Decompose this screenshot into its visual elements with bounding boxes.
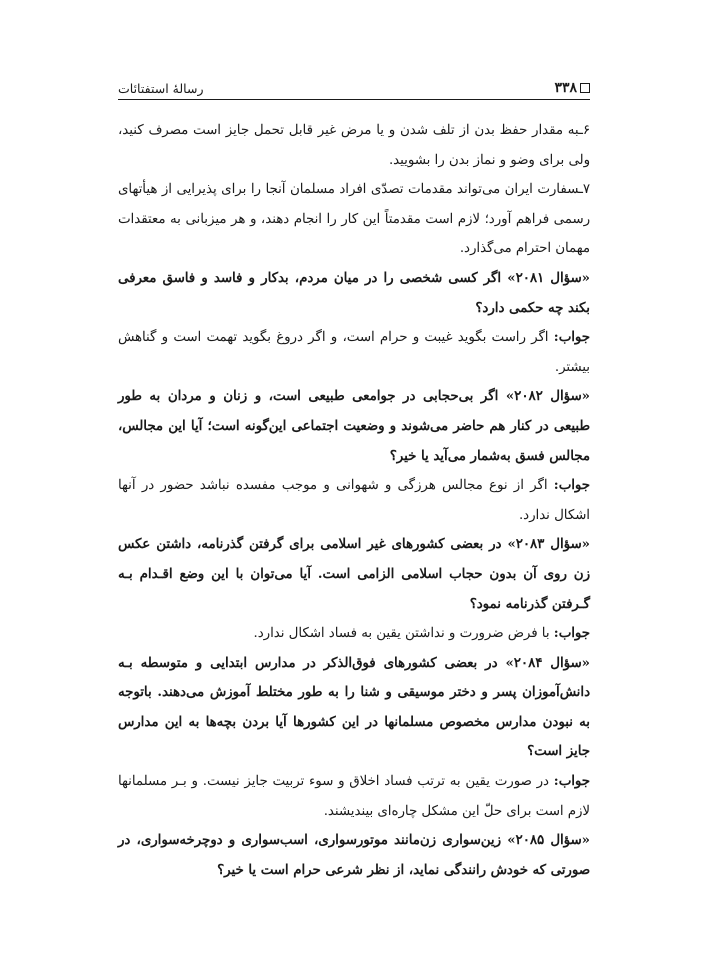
answer-2081 (118, 323, 590, 382)
question-2082 (118, 382, 590, 471)
page-header (118, 72, 590, 96)
question-label: «سؤال ۲۰۸۱» (507, 270, 590, 286)
answer-2082 (118, 471, 590, 530)
paragraph-item6: ۶ـبه مقدار حفظ بدن از تلف شدن و یا مرض غیر قابل تحمل جایز است مصرف کنید، ولی برای وضو و نماز بدن را بشویید. (118, 123, 590, 168)
answer-2084 (118, 767, 590, 826)
question-2083 (118, 530, 590, 619)
question-2081 (118, 264, 590, 323)
question-2084 (118, 649, 590, 767)
question-label: «سؤال ۲۰۸۲» (505, 389, 590, 405)
question-label: «سؤال ۲۰۸۳» (507, 537, 590, 553)
question-text: اگر کسی شخصی را در میان مردم، بدکار و فاسد و فاسق معرفی بکند چه حکمی دارد؟ (118, 270, 590, 316)
question-text: در بعضی کشورهای غیر اسلامی برای گرفتن گذرنامه، داشتن عکس زن روی آن بدون حجاب اسلامی الزامی است. آیا می‌توان با این وضع اقـدام بـه گـرفتن گذرنامه نمود؟ (118, 537, 590, 612)
page-number: ۳۳۸ (554, 80, 577, 96)
answer-2083 (118, 619, 590, 649)
answer-label: جواب: (553, 626, 590, 642)
page-body (118, 116, 590, 885)
question-text: اگر بی‌حجابی در جوامعی طبیعی است، و زنان و مردان به طور طبیعی در کنار هم حاضر می‌شوند و وضعیت اجتماعی این‌گونه است؛ آیا این مجالس، مجالس فسق به‌شمار می‌آید یا خیر؟ (118, 389, 590, 464)
answer-label: جواب: (553, 478, 590, 494)
answer-text: در صورت یقین به ترتب فساد اخلاق و سوء تربیت جایز نیست. و بـر مسلمانها لازم است برای حلّ این مشکل چاره‌ای بیندیشند. (118, 774, 590, 819)
answer-text: اگر از نوع مجالس هرزگی و شهوانی و موجب مفسده نباشد حضور در آنها اشکال ندارد. (118, 478, 590, 523)
answer-label: جواب: (553, 774, 590, 790)
page-number-group (554, 80, 590, 96)
paragraph-item7: ۷ـسفارت ایران می‌تواند مقدمات تصدّی افراد مسلمان آنجا را برای پذیرایی از هیأتهای رسمی فراهم آورد؛ لازم است مقدمتاً این کار را انجام دهند، و هر میزبانی به معتقدات مهمان احترام می‌گذارد. (118, 182, 590, 257)
question-label: «سؤال ۲۰۸۵» (507, 833, 590, 849)
running-title: رسالهٔ استفتائات (118, 81, 204, 96)
square-bullet-icon (580, 83, 590, 93)
question-2085 (118, 826, 590, 885)
question-label: «سؤال ۲۰۸۴» (505, 655, 590, 671)
answer-text: اگر راست بگوید غیبت و حرام است، و اگر دروغ بگوید تهمت است و گناهش بیشتر. (118, 330, 590, 375)
question-text: زین‌سواری زن‌مانند موتورسواری، اسب‌سواری و دوچرخه‌سواری، در صورتی که خودش رانندگی نماید، از نظر شرعی حرام است یا خیر؟ (118, 833, 590, 878)
answer-label: جواب: (553, 330, 590, 346)
header-rule (118, 99, 590, 100)
question-text: در بعضی کشورهای فوق‌الذکر در مدارس ابتدایی و متوسطه بـه دانش‌آموزان پسر و دختر موسیقی و شنا را به طور مختلط آموزش می‌دهند. باتوجه به نبودن مدارس مخصوص مسلمانها در این کشورها آیا بردن بچه‌ها به این مدارس جایز است؟ (118, 655, 590, 760)
answer-text: با فرض ضرورت و نداشتن یقین به فساد اشکال ندارد. (253, 626, 550, 642)
